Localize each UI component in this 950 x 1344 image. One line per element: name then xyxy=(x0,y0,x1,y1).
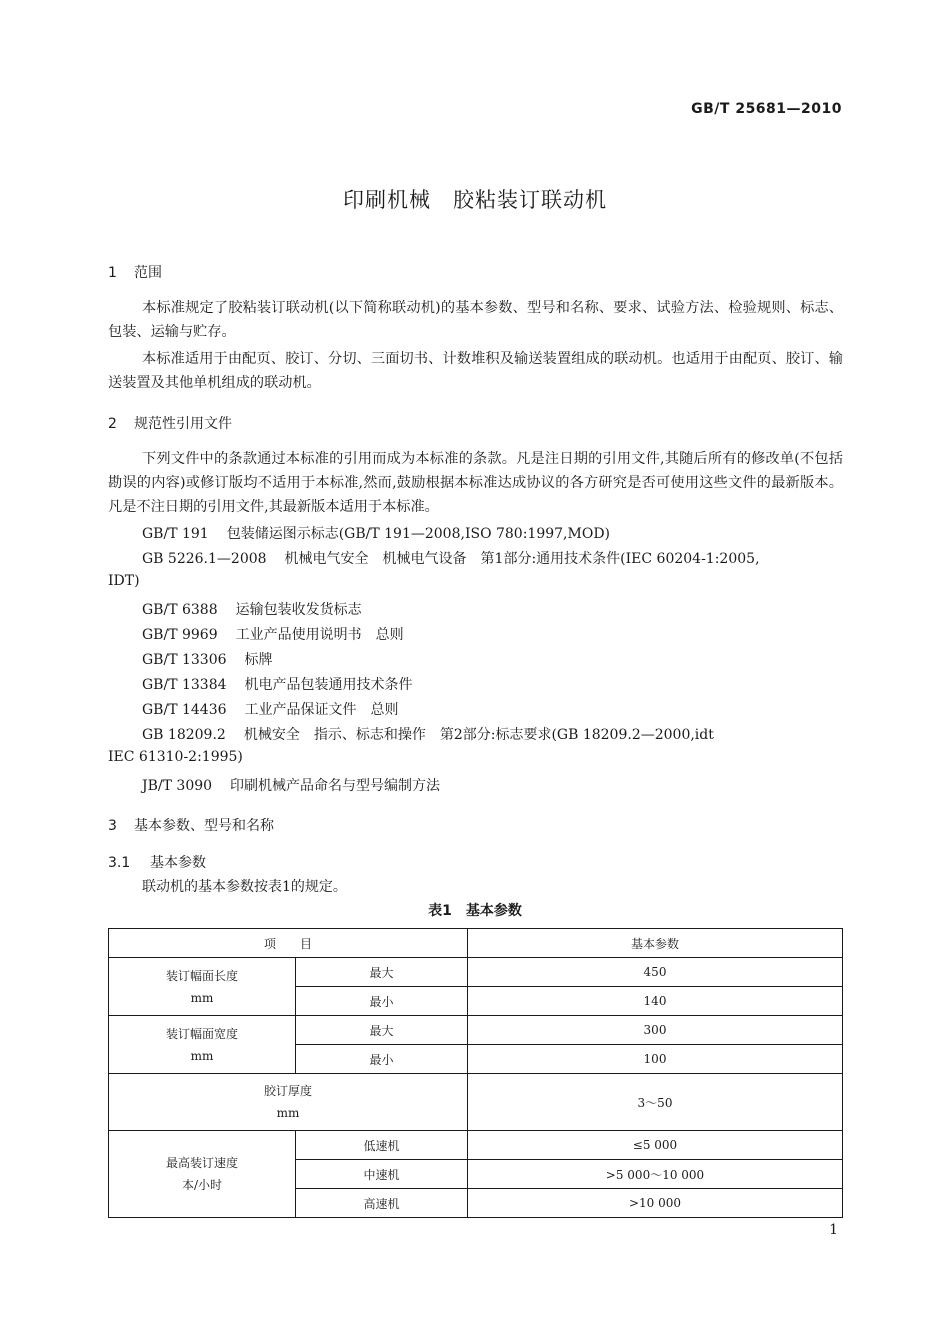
section-2-paragraph-1: 下列文件中的条款通过本标准的引用而成为本标准的条款。凡是注日期的引用文件,其随后所有的修改单(不包括勘误的内容)或修订版均不适用于本标准,然而,鼓励根据本标准达成协议的各方研究是否可使用这些文件的最新版本。凡是不注日期的引用文件,其最新版本适用于本标准。 xyxy=(108,451,843,515)
param-sub: 高速机 xyxy=(296,1189,468,1218)
reference-code: GB/T 9969 xyxy=(142,627,218,643)
reference-title: 运输包装收发货标志 xyxy=(235,602,362,618)
section-title: 范围 xyxy=(134,265,162,281)
section-1-heading xyxy=(108,262,162,282)
reference-code: GB/T 13306 xyxy=(142,652,227,668)
reference-item xyxy=(142,699,399,719)
table-row xyxy=(109,958,843,987)
reference-code: GB/T 191 xyxy=(142,526,209,542)
reference-title: 机械安全 指示、标志和操作 第2部分:标志要求(GB 18209.2—2000,idt xyxy=(243,727,714,743)
section-number: 1 xyxy=(108,265,117,281)
param-value: 3～50 xyxy=(468,1074,843,1131)
reference-item xyxy=(142,523,610,543)
param-value: 300 xyxy=(468,1016,843,1045)
param-sub: 低速机 xyxy=(296,1131,468,1160)
table-caption: 表1 基本参数 xyxy=(428,903,522,919)
section-number: 3.1 xyxy=(108,855,131,871)
section-3-1-paragraph: 联动机的基本参数按表1的规定。 xyxy=(142,879,347,895)
table-row xyxy=(109,1016,843,1045)
header-value: 基本参数 xyxy=(468,929,843,958)
document-title: 印刷机械 胶粘装订联动机 xyxy=(343,188,607,212)
section-title: 规范性引用文件 xyxy=(134,416,232,432)
param-value: >5 000～10 000 xyxy=(468,1160,843,1189)
param-value: 450 xyxy=(468,958,843,987)
section-3-heading xyxy=(108,815,274,835)
reference-code: JB/T 3090 xyxy=(142,778,213,794)
parameters-table xyxy=(108,928,843,1218)
reference-item xyxy=(142,649,273,669)
reference-item xyxy=(142,674,413,694)
table-row xyxy=(109,1131,843,1160)
param-sub: 最小 xyxy=(296,987,468,1016)
section-1-paragraph-1: 本标准规定了胶粘装订联动机(以下简称联动机)的基本参数、型号和名称、要求、试验方法、检验规则、标志、包装、运输与贮存。 xyxy=(108,300,843,340)
section-title: 基本参数、型号和名称 xyxy=(134,818,274,834)
reference-code: GB 18209.2 xyxy=(142,727,226,743)
param-value: ≤5 000 xyxy=(468,1131,843,1160)
reference-code: GB/T 13384 xyxy=(142,677,227,693)
section-number: 3 xyxy=(108,818,117,834)
section-2-heading xyxy=(108,413,232,433)
page-number: 1 xyxy=(829,1222,838,1238)
reference-continuation: IEC 61310-2:1995) xyxy=(108,749,243,765)
reference-title: 包装储运图示标志(GB/T 191—2008,ISO 780:1997,MOD) xyxy=(226,526,611,542)
param-label: 装订幅面长度 mm xyxy=(109,958,296,1016)
reference-title: 标牌 xyxy=(244,652,273,668)
param-label: 装订幅面宽度 mm xyxy=(109,1016,296,1074)
reference-item xyxy=(142,724,714,744)
param-sub: 中速机 xyxy=(296,1160,468,1189)
reference-code: GB 5226.1—2008 xyxy=(142,551,267,567)
param-sub: 最大 xyxy=(296,958,468,987)
section-number: 2 xyxy=(108,416,117,432)
section-1-paragraph-2: 本标准适用于由配页、胶订、分切、三面切书、计数堆积及输送装置组成的联动机。也适用于由配页、胶订、输送装置及其他单机组成的联动机。 xyxy=(108,351,843,391)
reference-continuation: IDT) xyxy=(108,573,140,589)
reference-code: GB/T 14436 xyxy=(142,702,227,718)
standard-number: GB/T 25681—2010 xyxy=(691,101,842,117)
reference-title: 机械电气安全 机械电气设备 第1部分:通用技术条件(IEC 60204-1:2005, xyxy=(284,551,760,567)
reference-code: GB/T 6388 xyxy=(142,602,218,618)
header-item: 项 目 xyxy=(109,929,468,958)
param-value: >10 000 xyxy=(468,1189,843,1218)
param-label: 最高装订速度 本/小时 xyxy=(109,1131,296,1218)
table-header-row xyxy=(109,929,843,958)
param-sub: 最小 xyxy=(296,1045,468,1074)
reference-title: 工业产品保证文件 总则 xyxy=(244,702,399,718)
reference-title: 工业产品使用说明书 总则 xyxy=(235,627,404,643)
reference-item xyxy=(142,548,760,568)
reference-item xyxy=(142,599,362,619)
section-title: 基本参数 xyxy=(150,855,206,871)
section-3-1-heading xyxy=(108,852,206,872)
param-value: 100 xyxy=(468,1045,843,1074)
reference-item xyxy=(142,775,440,795)
param-value: 140 xyxy=(468,987,843,1016)
reference-title: 印刷机械产品命名与型号编制方法 xyxy=(230,778,441,794)
reference-item xyxy=(142,624,404,644)
reference-title: 机电产品包装通用技术条件 xyxy=(244,677,413,693)
param-sub: 最大 xyxy=(296,1016,468,1045)
param-label: 胶订厚度 mm xyxy=(109,1074,468,1131)
table-row xyxy=(109,1074,843,1131)
